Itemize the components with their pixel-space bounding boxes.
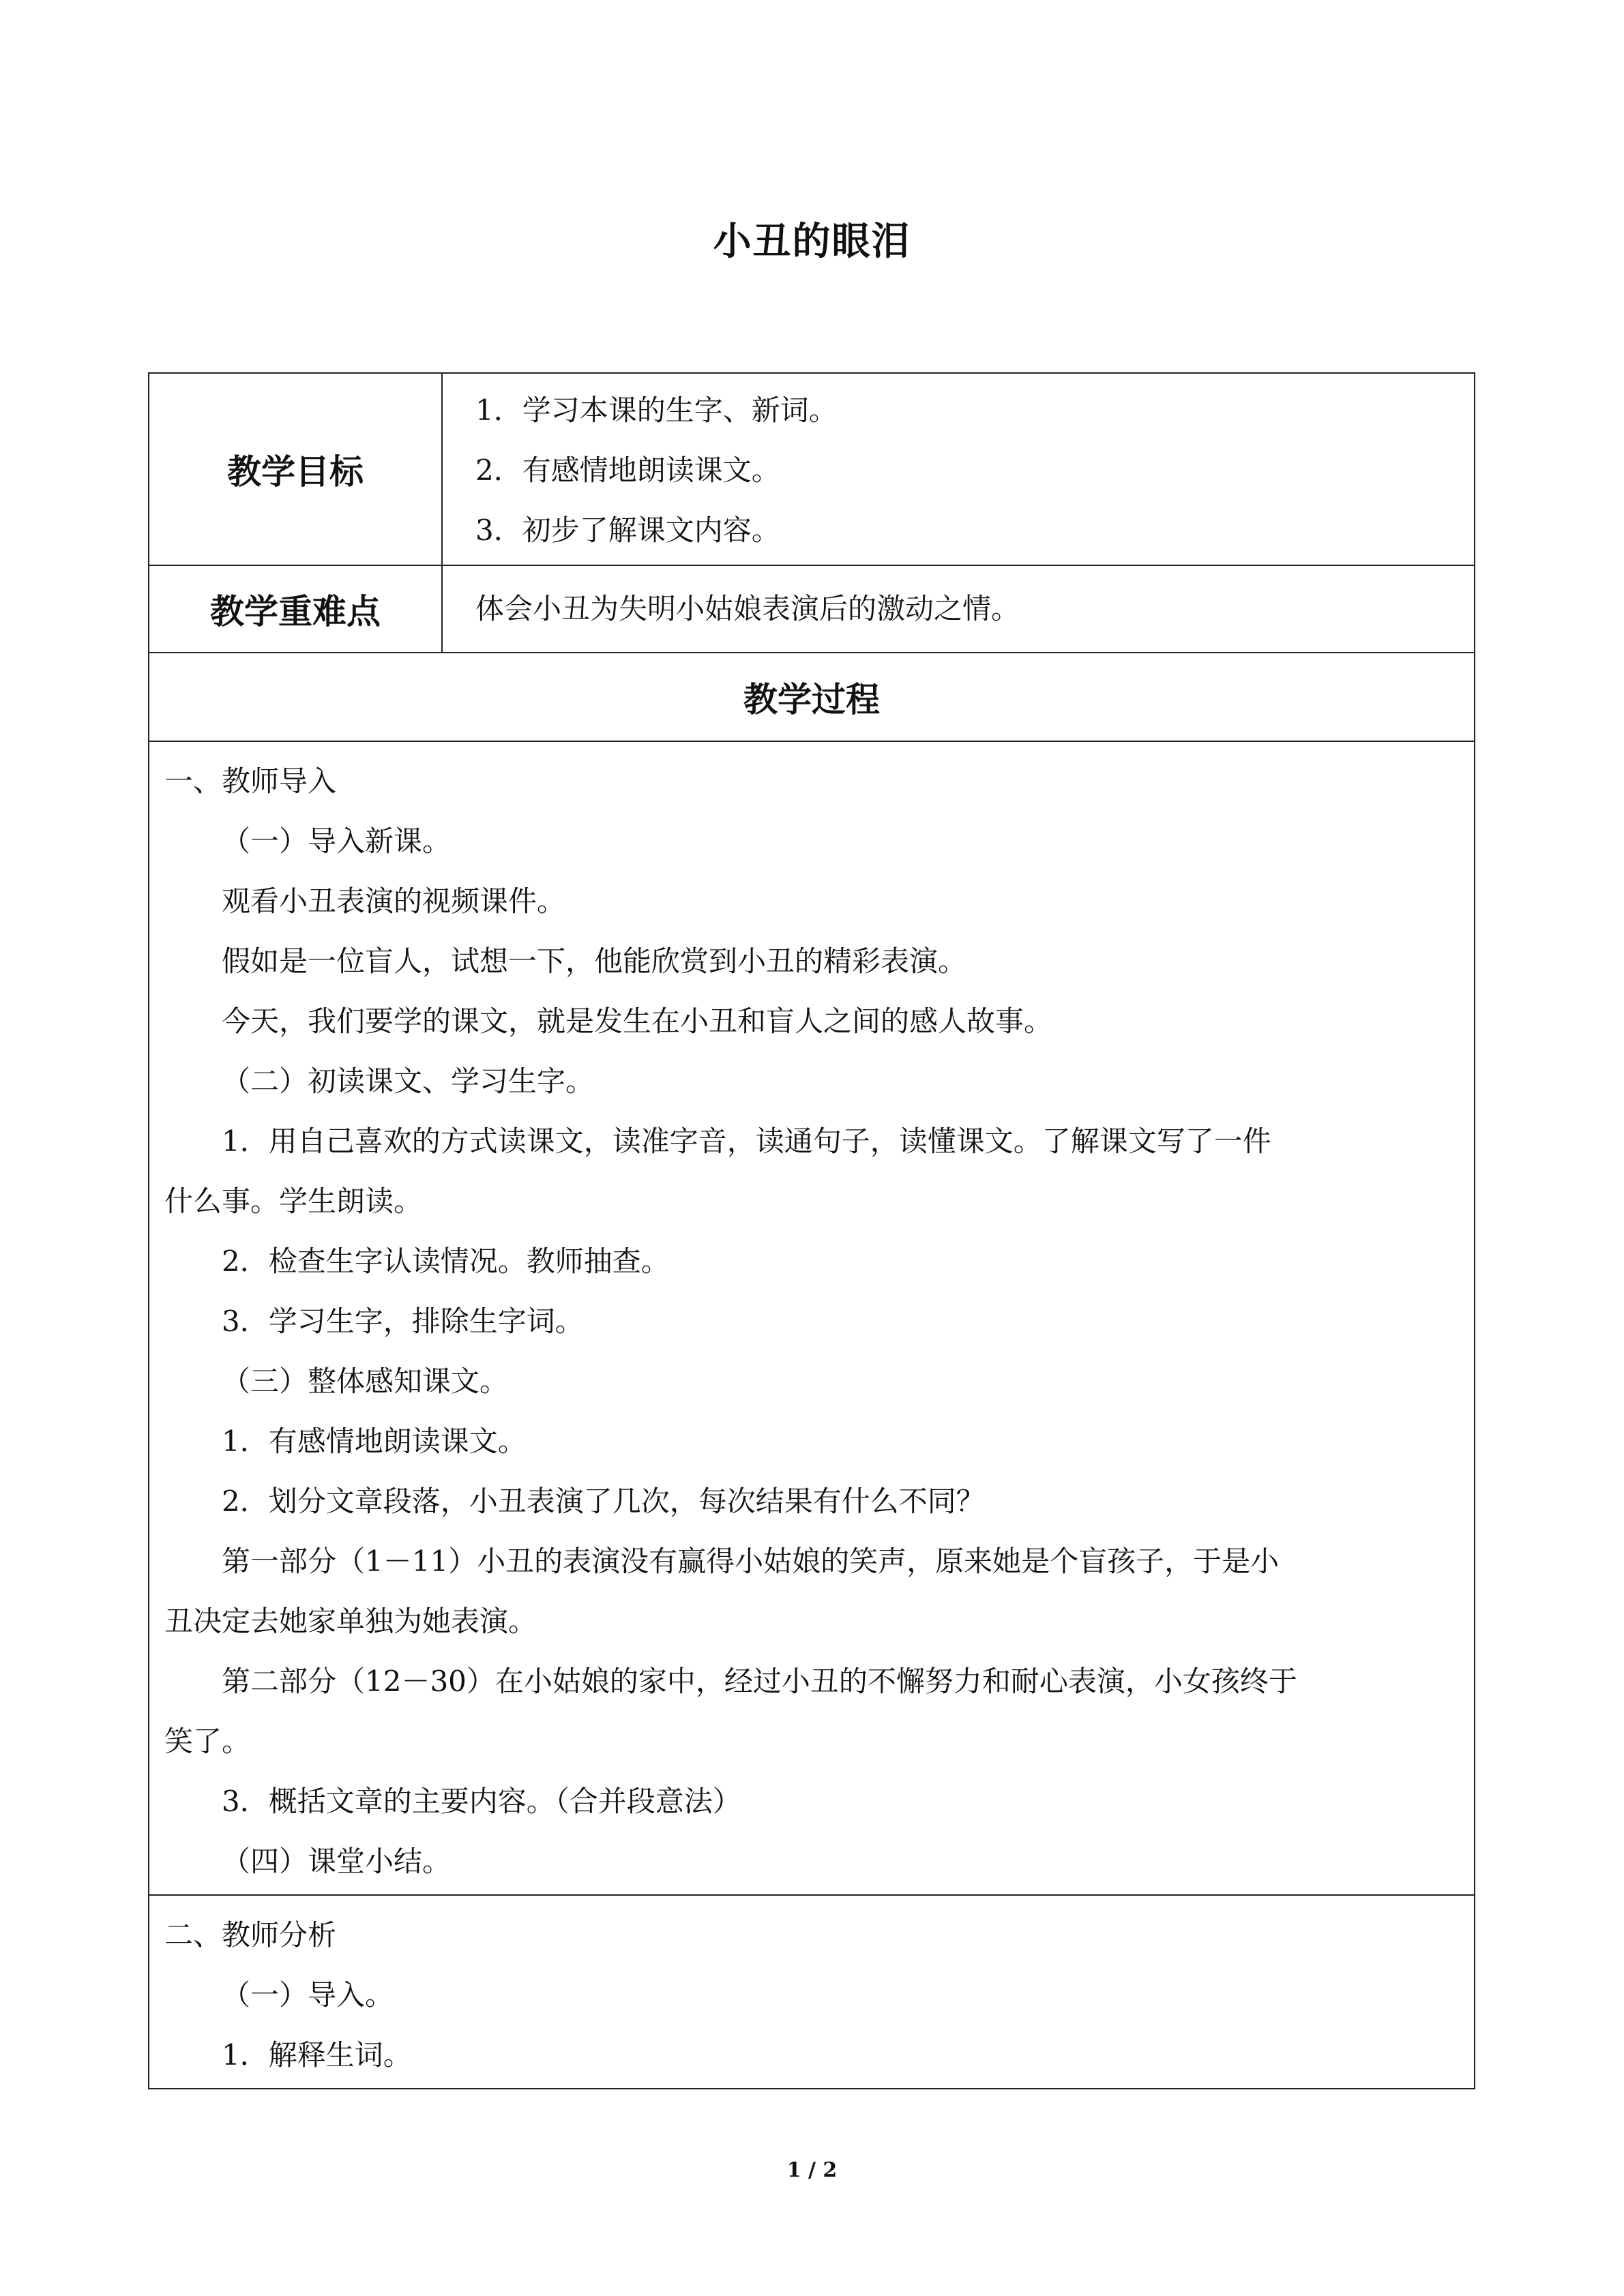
paragraph: （三）整体感知课文。	[222, 1365, 509, 1398]
paragraph: 假如是一位盲人，试想一下，他能欣赏到小丑的精彩表演。	[222, 944, 967, 978]
paragraph: 1．用自己喜欢的方式读课文，读准字音，读通句子，读懂课文。了解课文写了一件	[222, 1124, 1271, 1158]
paragraph: 第二部分（12－30）在小姑娘的家中，经过小丑的不懈努力和耐心表演，小女孩终于	[222, 1665, 1297, 1698]
paragraph: 1．解释生词。	[222, 2038, 412, 2072]
paragraph: （一）导入新课。	[222, 824, 452, 858]
page-number: 1 / 2	[786, 2158, 838, 2182]
goal-item: 2．有感情地朗读课文。	[475, 453, 780, 487]
goal-item: 3．初步了解课文内容。	[475, 513, 780, 547]
paragraph: 1．有感情地朗读课文。	[222, 1425, 527, 1458]
paragraph: （二）初读课文、学习生字。	[222, 1064, 595, 1098]
goals-row	[149, 373, 1475, 565]
section2-content	[149, 1895, 1475, 2089]
paragraph: （一）导入。	[222, 1978, 394, 2012]
key-points-content	[442, 565, 1475, 653]
process-header-row	[149, 653, 1475, 741]
paragraph: 2．划分文章段落，小丑表演了几次，每次结果有什么不同？	[222, 1485, 985, 1518]
paragraph: （四）课堂小结。	[222, 1845, 452, 1878]
section1-content	[149, 741, 1475, 1895]
section1-row	[149, 741, 1475, 1895]
paragraph: 第一部分（1－11）小丑的表演没有赢得小姑娘的笑声，原来她是个盲孩子，于是小	[222, 1545, 1280, 1578]
paragraph: 今天，我们要学的课文，就是发生在小丑和盲人之间的感人故事。	[222, 1004, 1053, 1038]
goal-item: 1．学习本课的生字、新词。	[475, 393, 838, 427]
key-points-text: 体会小丑为失明小姑娘表演后的激动之情。	[475, 592, 1020, 625]
goals-label: 教学目标	[149, 373, 442, 565]
paragraph: 什么事。学生朗读。	[164, 1184, 423, 1218]
process-header: 教学过程	[149, 653, 1475, 741]
paragraph: 观看小丑表演的视频课件。	[222, 884, 566, 918]
key-points-label: 教学重难点	[149, 565, 442, 653]
paragraph: 2．检查生字认读情况。教师抽查。	[222, 1244, 670, 1278]
section2-row	[149, 1895, 1475, 2089]
key-points-row	[149, 565, 1475, 653]
paragraph: 3．学习生字，排除生字词。	[222, 1304, 584, 1338]
paragraph: 3．概括文章的主要内容。（合并段意法）	[222, 1785, 741, 1818]
lesson-plan-table	[148, 372, 1475, 2089]
goals-content	[442, 373, 1475, 565]
page-title: 小丑的眼泪	[713, 220, 911, 264]
section1-heading: 一、教师导入	[164, 764, 337, 798]
section2-heading: 二、教师分析	[164, 1918, 337, 1952]
paragraph: 丑决定去她家单独为她表演。	[164, 1605, 537, 1638]
paragraph: 笑了。	[164, 1725, 251, 1758]
